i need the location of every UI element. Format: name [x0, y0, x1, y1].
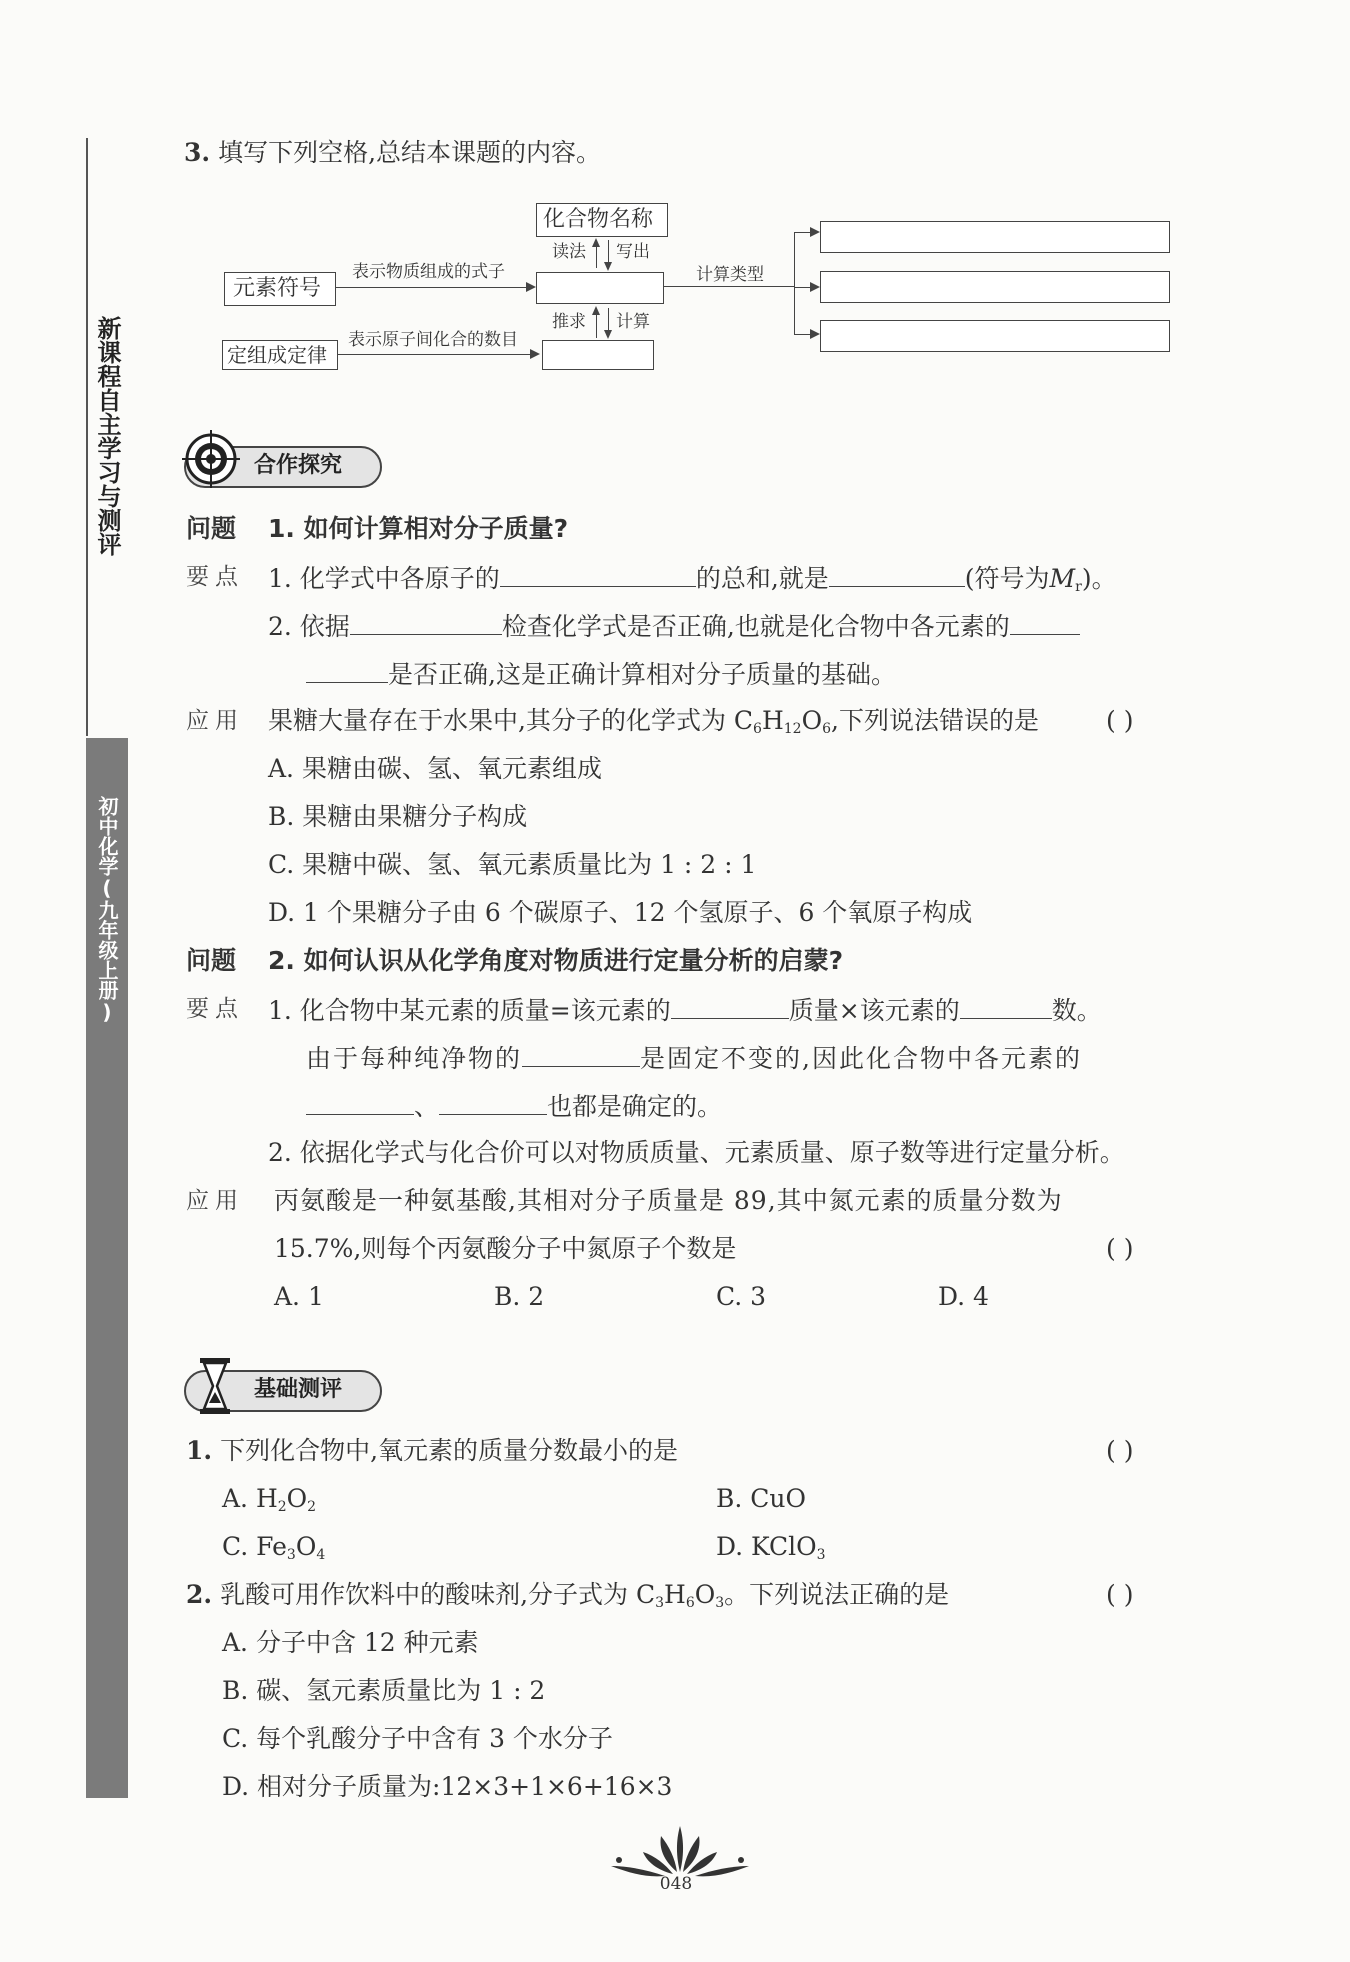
p2-key1-sep: 、 — [414, 1092, 440, 1121]
p2-app-label: 应用 — [186, 1188, 244, 1214]
p2-answer-paren[interactable]: ( ) — [1106, 1234, 1134, 1263]
t1-opt-a-mid: O — [286, 1484, 308, 1513]
p1-key2-b: 检查化学式是否正确,也就是化合物中各元素的 — [501, 612, 1010, 641]
p2-key1-blank1[interactable] — [671, 994, 789, 1019]
t1-opt-c-s2: 4 — [316, 1547, 326, 1563]
p1-key2-blank2-cont[interactable] — [306, 658, 388, 683]
branch-3-line — [794, 334, 810, 335]
t1-opt-a-pre: A. H — [222, 1484, 278, 1513]
p1-app-b: H — [761, 706, 784, 735]
series-title: 新课程自主学习与测评 — [93, 316, 121, 556]
p2-key1-line3-end: 也都是确定的。 — [547, 1092, 723, 1121]
p1-key1-a: 1. 化学式中各原子的 — [268, 564, 500, 593]
calc-type-answer-box-3 — [820, 320, 1170, 352]
p1-key1-blank2[interactable] — [829, 562, 965, 587]
t2-answer-paren[interactable]: ( ) — [1106, 1580, 1134, 1609]
p1-answer-paren[interactable]: ( ) — [1106, 706, 1134, 735]
p1-key1-d: )。 — [1081, 564, 1117, 593]
p2-option-d[interactable]: D. 4 — [938, 1282, 989, 1311]
t1-option-c[interactable] — [222, 1532, 325, 1570]
p1-option-a[interactable]: A. 果糖由碳、氢、氧元素组成 — [268, 754, 602, 783]
p2-key-label: 要点 — [186, 996, 244, 1022]
t2-text-c: O — [694, 1580, 716, 1609]
p2-key1-b: 质量×该元素的 — [788, 996, 960, 1025]
atom-ratio-answer-box — [542, 340, 654, 370]
t2-text-b: H — [664, 1580, 686, 1609]
p1-key1-blank1[interactable] — [500, 562, 696, 587]
t2-s3: 3 — [715, 1595, 725, 1611]
formula-answer-box — [536, 272, 664, 304]
branch-2-line — [794, 287, 810, 288]
q3-line — [184, 138, 601, 168]
p2-option-a[interactable]: A. 1 — [274, 1282, 324, 1311]
formula-arrow-head — [526, 282, 536, 292]
p1-app-d: ,下列说法错误的是 — [831, 706, 1039, 735]
p2-key1-line2-b: 是固定不变的,因此化合物中各元素的 — [640, 1044, 1082, 1073]
t1-opt-a-s1: 2 — [277, 1499, 287, 1515]
calc-type-answer-box-2 — [820, 271, 1170, 303]
p1-key2-blank1[interactable] — [350, 610, 502, 635]
p2-key1 — [268, 994, 1102, 1026]
p2-label: 问题 — [186, 946, 237, 975]
page-number: 048 — [659, 1874, 693, 1894]
p2-option-b[interactable]: B. 2 — [494, 1282, 545, 1311]
p1-app-label: 应用 — [186, 708, 244, 734]
p2-key1-c: 数。 — [1051, 996, 1102, 1025]
t1-number: 1. — [186, 1436, 213, 1465]
p1-app-s3: 6 — [822, 721, 832, 737]
calc-type-line — [664, 286, 794, 287]
calc-type-answer-box-1 — [820, 221, 1170, 253]
read-arrow-line — [596, 244, 597, 268]
t2-option-d[interactable]: D. 相对分子质量为:12×3+1×6+16×3 — [222, 1772, 673, 1801]
p2-title: 2. 如何认识从化学角度对物质进行定量分析的启蒙? — [268, 946, 844, 975]
read-arrow-head — [592, 238, 600, 247]
t2-number: 2. — [186, 1580, 213, 1609]
p2-key1-line2-a: 由于每种纯净物的 — [306, 1044, 523, 1073]
branch-1-arrow — [810, 227, 820, 237]
p2-key1-blank3[interactable] — [522, 1042, 640, 1067]
atom-ratio-arrow-head — [530, 349, 540, 359]
write-arrow-line — [608, 240, 609, 262]
compound-name-box — [536, 203, 668, 237]
write-arrow-head — [604, 262, 612, 271]
derive-arrow-head — [592, 306, 600, 315]
p1-key1-b: 的总和,就是 — [695, 564, 829, 593]
p1-key1-symbol: M — [1049, 564, 1076, 593]
t1-option-b[interactable]: B. CuO — [716, 1484, 806, 1513]
compound-name-label: 化合物名称 — [543, 207, 654, 232]
t1-answer-paren[interactable]: ( ) — [1106, 1436, 1134, 1465]
leaf-ornament-icon — [605, 1822, 755, 1878]
p2-option-c[interactable]: C. 3 — [716, 1282, 767, 1311]
p2-key1-blank5[interactable] — [439, 1090, 547, 1115]
p1-key2 — [268, 610, 1080, 642]
t2-text-d: 。下列说法正确的是 — [724, 1580, 950, 1609]
p1-label: 问题 — [186, 514, 237, 543]
p2-key1-blank2[interactable] — [960, 994, 1052, 1019]
element-symbol-label: 元素符号 — [233, 276, 322, 301]
read-label: 读法 — [552, 242, 586, 262]
q3-text: 填写下列空格,总结本课题的内容。 — [218, 138, 602, 167]
formula-arrow-line — [336, 287, 526, 288]
law-box — [222, 340, 338, 370]
t2-text-a: 乳酸可用作饮料中的酸味剂,分子式为 C — [220, 1580, 656, 1609]
p1-title: 1. 如何计算相对分子质量? — [268, 514, 569, 543]
t2-question — [186, 1580, 949, 1618]
t2-option-b[interactable]: B. 碳、氢元素质量比为 1 : 2 — [222, 1676, 546, 1705]
t1-opt-c-s1: 3 — [286, 1547, 296, 1563]
law-label: 定组成定律 — [227, 343, 327, 367]
t2-option-c[interactable]: C. 每个乳酸分子中含有 3 个水分子 — [222, 1724, 613, 1753]
p1-app-a: 果糖大量存在于水果中,其分子的化学式为 C — [268, 706, 754, 735]
t1-option-a[interactable] — [222, 1484, 316, 1522]
p2-key1-blank4[interactable] — [306, 1090, 414, 1115]
t1-text: 下列化合物中,氧元素的质量分数最小的是 — [220, 1436, 679, 1465]
p1-key2-cont — [306, 658, 896, 690]
derive-arrow-line — [596, 314, 597, 338]
p2-key2: 2. 依据化学式与化合价可以对物质质量、元素质量、原子数等进行定量分析。 — [268, 1138, 1125, 1167]
calculate-label: 计算 — [616, 312, 650, 332]
p1-option-b[interactable]: B. 果糖由果糖分子构成 — [268, 802, 528, 831]
q3-number: 3. — [184, 138, 211, 167]
p1-option-c[interactable]: C. 果糖中碳、氢、氧元素质量比为 1 : 2 : 1 — [268, 850, 757, 879]
branch-1-line — [794, 232, 810, 233]
p1-key2-blank2[interactable] — [1010, 610, 1080, 635]
p2-key1-a: 1. 化合物中某元素的质量=该元素的 — [268, 996, 671, 1025]
branch-2-arrow — [810, 282, 820, 292]
formula-label: 表示物质组成的式子 — [352, 262, 505, 282]
t2-s1: 3 — [655, 1595, 665, 1611]
atom-ratio-arrow-line — [338, 354, 530, 355]
p1-app-c: O — [801, 706, 823, 735]
element-symbol-box — [224, 272, 336, 306]
p1-key1-c: (符号为 — [964, 564, 1050, 593]
t1-option-d[interactable] — [716, 1532, 826, 1570]
p1-key1-sub: r — [1075, 579, 1082, 595]
book-title: 初中化学(九年级上册) — [95, 796, 119, 1024]
p2-key1-line2 — [306, 1042, 1082, 1074]
t1-opt-c-pre: C. Fe — [222, 1532, 287, 1561]
t1-opt-d-pre: D. KClO — [716, 1532, 817, 1561]
t1-question — [186, 1436, 678, 1466]
t2-s2: 6 — [685, 1595, 695, 1611]
p1-app-text — [268, 706, 1039, 744]
write-label: 写出 — [616, 242, 650, 262]
calc-branch-line — [794, 232, 795, 334]
branch-3-arrow — [810, 329, 820, 339]
p1-key2-c: 是否正确,这是正确计算相对分子质量的基础。 — [388, 660, 896, 689]
p2-key1-line3 — [306, 1090, 722, 1122]
p1-app-s1: 6 — [753, 721, 762, 737]
section-cooperative-title: 合作探究 — [254, 453, 343, 478]
target-icon — [180, 428, 242, 490]
p1-app-s2: 12 — [783, 721, 802, 737]
t2-option-a[interactable]: A. 分子中含 12 种元素 — [222, 1628, 479, 1657]
calculate-arrow-line — [608, 308, 609, 330]
atom-ratio-label: 表示原子间化合的数目 — [348, 330, 518, 350]
t1-opt-a-s2: 2 — [307, 1499, 317, 1515]
p1-key2-a: 2. 依据 — [268, 612, 350, 641]
section-basic-test-title: 基础测评 — [254, 1377, 343, 1402]
derive-label: 推求 — [552, 312, 586, 332]
hourglass-icon — [198, 1356, 232, 1416]
calc-types-label: 计算类型 — [696, 265, 764, 285]
p1-option-d[interactable]: D. 1 个果糖分子由 6 个碳原子、12 个氢原子、6 个氧原子构成 — [268, 898, 973, 927]
t1-opt-d-s1: 3 — [816, 1547, 826, 1563]
calculate-arrow-head — [604, 330, 612, 339]
p1-key1 — [268, 562, 1117, 602]
t1-opt-c-mid: O — [295, 1532, 317, 1561]
p2-app-line2: 15.7%,则每个丙氨酸分子中氮原子个数是 — [274, 1234, 737, 1263]
p1-key-label: 要点 — [186, 564, 244, 590]
p2-app-line1: 丙氨酸是一种氨基酸,其相对分子质量是 89,其中氮元素的质量分数为 — [274, 1186, 1063, 1215]
